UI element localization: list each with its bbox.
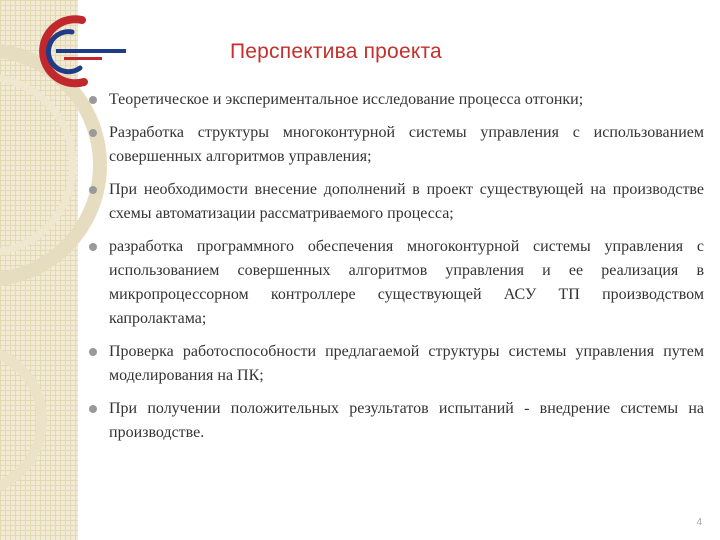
bullet-item bbox=[88, 88, 704, 112]
bullet-text: разработка программного обеспечения многоконтурной системы управления с использованием совершенных алгоритмов управления и ее реализация в микропроцессорном контроллере существующей АСУ ТП производством капролактама; bbox=[109, 238, 704, 327]
slide-title: Перспектива проекта bbox=[230, 40, 442, 63]
bullet-dot-icon bbox=[89, 129, 97, 137]
bullet-text: При получении положительных результатов испытаний - внедрение системы на производстве. bbox=[109, 400, 704, 441]
bullet-text: Проверка работоспособности предлагаемой структуры системы управления путем моделирования на ПК; bbox=[109, 343, 704, 384]
bullet-dot-icon bbox=[89, 186, 97, 194]
page-number: 4 bbox=[696, 517, 702, 528]
bullet-item bbox=[88, 235, 704, 331]
bullet-list bbox=[88, 88, 704, 454]
bullet-text: При необходимости внесение дополнений в проект существующей на производстве схемы автоматизации рассматриваемого процесса; bbox=[109, 181, 704, 222]
bullet-dot-icon bbox=[89, 405, 97, 413]
bullet-item bbox=[88, 340, 704, 388]
bullet-item bbox=[88, 397, 704, 445]
company-logo-icon bbox=[20, 12, 130, 92]
bullet-dot-icon bbox=[89, 243, 97, 251]
bullet-text: Теоретическое и экспериментальное исследование процесса отгонки; bbox=[109, 91, 584, 108]
bullet-text: Разработка структуры многоконтурной системы управления с использованием совершенных алгоритмов управления; bbox=[109, 124, 704, 165]
bullet-dot-icon bbox=[89, 348, 97, 356]
bullet-item bbox=[88, 121, 704, 169]
bullet-dot-icon bbox=[89, 96, 97, 104]
bullet-item bbox=[88, 178, 704, 226]
